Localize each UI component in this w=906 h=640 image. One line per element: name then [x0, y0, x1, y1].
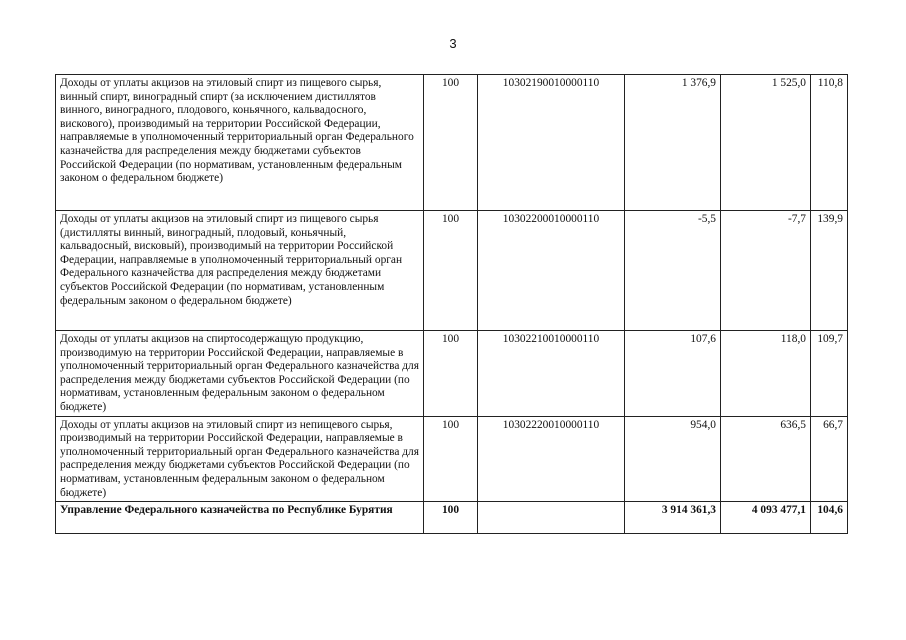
budget-code-cell: 10302190010000110 — [478, 75, 625, 211]
admin-code-cell: 100 — [424, 75, 478, 211]
admin-code-cell: 100 — [424, 331, 478, 417]
page-number: 3 — [449, 36, 457, 51]
fact-value-cell: 1 525,0 — [721, 75, 811, 211]
income-name-cell: Доходы от уплаты акцизов на этиловый спирт из пищевого сырья (дистилляты винный, виноградный, плодовый, коньячный, кальвадосный, висковый), производимый на территории Российской Федерации, направляемые в уполномоченный территориальный орган Федерального казначейства для распределения между бюджетами субъектов Российской Федерации (по нормативам, установленным федеральным законом о федеральном бюджете) — [56, 211, 424, 331]
income-name-cell: Доходы от уплаты акцизов на этиловый спирт из непищевого сырья, производимый на территории Российской Федерации, направляемые в уполномоченный территориальный орган Федерального казначейства для распределения между бюджетами субъектов Российской Федерации (по нормативам, установленным федеральным законом о федеральном бюджете) — [56, 416, 424, 502]
plan-value-cell: 1 376,9 — [625, 75, 721, 211]
total-budget-code-cell — [478, 502, 625, 534]
fact-value-cell: 118,0 — [721, 331, 811, 417]
table-row — [56, 331, 848, 417]
budget-code-cell: 10302210010000110 — [478, 331, 625, 417]
percent-value-cell: 109,7 — [811, 331, 848, 417]
budget-code-cell: 10302200010000110 — [478, 211, 625, 331]
total-percent-value-cell: 104,6 — [811, 502, 848, 534]
total-fact-value-cell: 4 093 477,1 — [721, 502, 811, 534]
revenue-table — [55, 74, 848, 534]
total-row — [56, 502, 848, 534]
table-row — [56, 211, 848, 331]
percent-value-cell: 110,8 — [811, 75, 848, 211]
plan-value-cell: 107,6 — [625, 331, 721, 417]
income-name-cell: Доходы от уплаты акцизов на спиртосодержащую продукцию, производимую на территории Российской Федерации, направляемые в уполномоченный территориальный орган Федерального казначейства для распределения между бюджетами субъектов Российской Федерации (по нормативам, установленным федеральным законом о федеральном бюджете) — [56, 331, 424, 417]
income-name-cell: Доходы от уплаты акцизов на этиловый спирт из пищевого сырья, винный спирт, виноградный спирт (за исключением дистиллятов винного, виноградного, плодового, коньячного, кальвадосного, вискового), производимый на территории Российской Федерации, направляемые в уполномоченный территориальный орган Федерального казначейства для распределения между бюджетами субъектов Российской Федерации (по нормативам, установленным федеральным законом о федеральном бюджете) — [56, 75, 424, 211]
table-row — [56, 75, 848, 211]
budget-code-cell: 10302220010000110 — [478, 416, 625, 502]
plan-value-cell: -5,5 — [625, 211, 721, 331]
plan-value-cell: 954,0 — [625, 416, 721, 502]
admin-code-cell: 100 — [424, 416, 478, 502]
total-admin-code-cell: 100 — [424, 502, 478, 534]
fact-value-cell: -7,7 — [721, 211, 811, 331]
fact-value-cell: 636,5 — [721, 416, 811, 502]
total-name-cell: Управление Федерального казначейства по Республике Бурятия — [56, 502, 424, 534]
table-row — [56, 416, 848, 502]
percent-value-cell: 139,9 — [811, 211, 848, 331]
total-plan-value-cell: 3 914 361,3 — [625, 502, 721, 534]
percent-value-cell: 66,7 — [811, 416, 848, 502]
admin-code-cell: 100 — [424, 211, 478, 331]
